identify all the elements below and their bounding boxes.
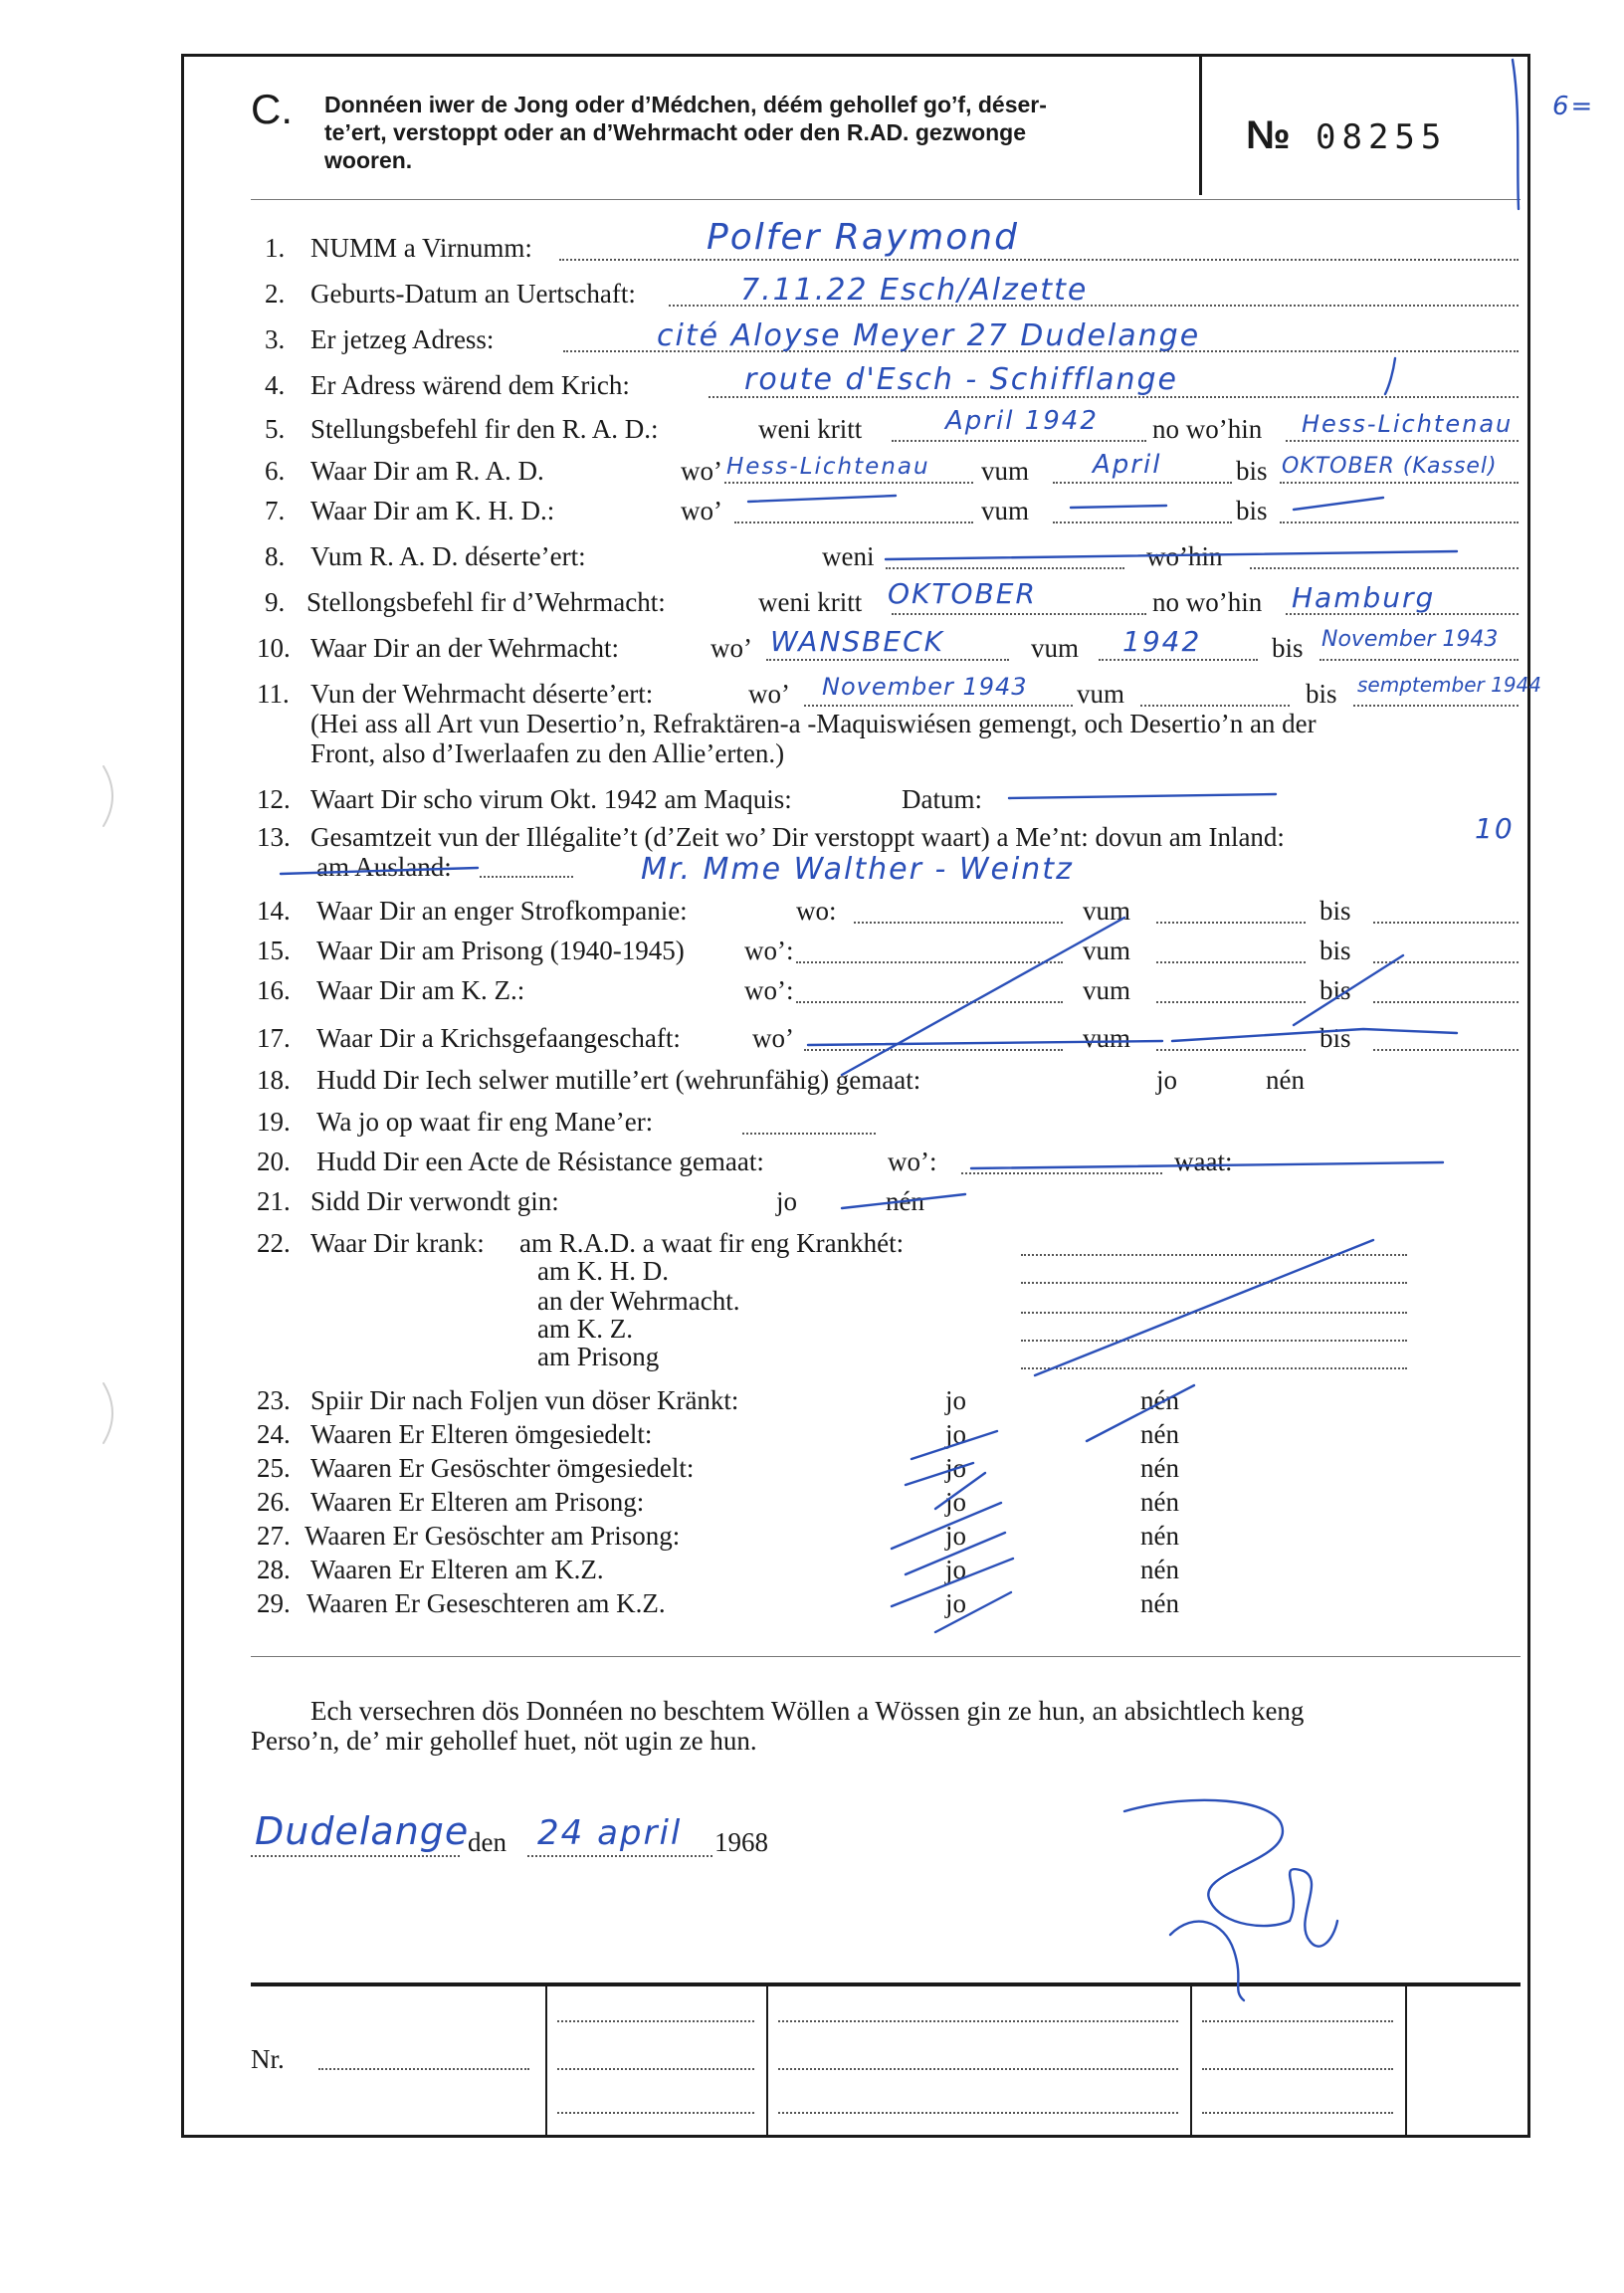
q26-number: 26. — [257, 1487, 291, 1517]
header-title-line2: te’ert, verstoppt oder an d’Wehrmacht oder den R.AD. gezwonge — [324, 119, 1027, 145]
q5-answer1: April 1942 — [945, 406, 1099, 436]
q5-label: Stellungsbefehl fir den R. A. D.: — [310, 414, 659, 444]
date-handwritten: 24 april — [537, 1813, 683, 1853]
q21-nen-mark — [842, 1194, 965, 1208]
q7-cross-from — [1071, 506, 1166, 508]
q11-note-line1: (Hei ass all Art vun Desertio’n, Refraktären-a -Maquiswiésen gemengt, och Desertio’n an der — [310, 709, 1317, 738]
q2-label: Geburts-Datum an Uertschaft: — [310, 279, 636, 309]
q9-answer2: Hamburg — [1292, 581, 1436, 614]
q15-caption1: wo’: — [744, 936, 794, 965]
q10-label: Waar Dir an der Wehrmacht: — [310, 633, 620, 663]
q17-caption2: vum — [1083, 1023, 1131, 1053]
q10-caption3: bis — [1272, 633, 1304, 663]
q17-cross-stroke — [808, 1041, 1162, 1045]
q13-sub-ausland: am Ausland: — [316, 852, 452, 882]
q4-answer: route d'Esch - Schifflange — [744, 362, 1178, 397]
q5-answer2: Hess-Lichtenau — [1302, 410, 1514, 438]
q17-caption3: bis — [1320, 1023, 1351, 1053]
form-number: 08255 — [1316, 117, 1448, 157]
q26-strike-1 — [935, 1473, 985, 1509]
declaration-line2: Perso’n, de’ mir gehollef huet, nöt ugin ze hun. — [251, 1726, 757, 1756]
q8-number: 8. — [265, 541, 286, 571]
q18-option-nen: nén — [1266, 1065, 1305, 1095]
q27-option-nen: nén — [1140, 1521, 1179, 1551]
q22-sub-khd: am K. H. D. — [537, 1256, 669, 1286]
margin-note: 6= — [1552, 92, 1595, 121]
q24-option-jo: jo — [945, 1419, 967, 1449]
section-letter: C. — [251, 86, 293, 132]
q11-label: Vun der Wehrmacht déserte’ert: — [310, 679, 654, 709]
q1-number: 1. — [265, 233, 286, 263]
q18-label: Hudd Dir Iech selwer mutille’ert (wehrunfähig) gemaat: — [316, 1065, 921, 1095]
q28-option-jo: jo — [945, 1555, 967, 1584]
q21-option-jo: jo — [776, 1186, 798, 1216]
q14-number: 14. — [257, 896, 291, 926]
q20-number: 20. — [257, 1146, 291, 1176]
q24-number: 24. — [257, 1419, 291, 1449]
q7-cross-to — [1294, 498, 1383, 510]
q13-note-handwritten: Mr. Mme Walther - Weintz — [641, 852, 1074, 887]
q14-caption3: bis — [1320, 896, 1351, 926]
q13-label: Gesamtzeit vun der Illégalite’t (d’Zeit wo’ Dir verstoppt waart) a Me’nt: dovun am Inland: — [310, 822, 1285, 852]
q7-label: Waar Dir am K. H. D.: — [310, 496, 555, 525]
q27-label: Waaren Er Gesöschter am Prisong: — [304, 1521, 681, 1551]
q22-diagonal — [1035, 1240, 1373, 1375]
q28-number: 28. — [257, 1555, 291, 1584]
q6-label: Waar Dir am R. A. D. — [310, 456, 544, 486]
q29-strike-2 — [935, 1592, 1011, 1632]
q26-label: Waaren Er Elteren am Prisong: — [310, 1487, 645, 1517]
q25-strike-1 — [906, 1463, 973, 1485]
q6-answer3: OKTOBER (Kassel) — [1282, 454, 1498, 479]
q13-answer-inland: 10 — [1475, 812, 1515, 845]
q23-option-nen: nén — [1140, 1385, 1179, 1415]
q13-cross-ausland — [281, 868, 478, 874]
q8-cross-stroke — [886, 551, 1457, 559]
q16-caption2: vum — [1083, 975, 1131, 1005]
q9-caption1: weni kritt — [758, 587, 863, 617]
q17-number: 17. — [257, 1023, 291, 1053]
signature-stroke-2 — [1170, 1922, 1244, 2000]
q6-answer1: Hess-Lichtenau — [726, 454, 930, 480]
q18-option-jo: jo — [1156, 1065, 1178, 1095]
q7-caption2: vum — [981, 496, 1030, 525]
q26-option-jo: jo — [945, 1487, 967, 1517]
q10-answer3: November 1943 — [1321, 627, 1499, 652]
q26-option-nen: nén — [1140, 1487, 1179, 1517]
q28-label: Waaren Er Elteren am K.Z. — [310, 1555, 604, 1584]
q4-number: 4. — [265, 370, 286, 400]
q1-answer: Polfer Raymond — [707, 217, 1019, 258]
q16-caption1: wo’: — [744, 975, 794, 1005]
q25-option-nen: nén — [1140, 1453, 1179, 1483]
q7-cross-where — [748, 496, 896, 502]
q10-answer2: 1942 — [1122, 625, 1202, 658]
q29-strike-1 — [892, 1559, 1013, 1606]
q15-label: Waar Dir am Prisong (1940-1945) — [316, 936, 685, 965]
footer-nr-label: Nr. — [251, 2044, 285, 2074]
q6-caption1: wo’ — [681, 456, 722, 486]
q27-option-jo: jo — [945, 1521, 967, 1551]
q7-caption1: wo’ — [681, 496, 722, 525]
q20-caption2: waat: — [1174, 1146, 1233, 1176]
q8-caption2: wo’hin — [1146, 541, 1223, 571]
q2-number: 2. — [265, 279, 286, 309]
q6-caption3: bis — [1236, 456, 1268, 486]
q9-caption2: no wo’hin — [1152, 587, 1263, 617]
q17-cross-stroke-2 — [1172, 1029, 1457, 1041]
q22-caption1: am R.A.D. a waat fir eng Krankhét: — [519, 1228, 905, 1258]
q22-sub-wehrmacht: an der Wehrmacht. — [537, 1286, 740, 1316]
q12-cross-stroke — [1009, 794, 1276, 798]
q23-label: Spiir Dir nach Foljen vun döser Kränkt: — [310, 1385, 739, 1415]
q19-label: Wa jo op waat fir eng Mane’er: — [316, 1107, 654, 1137]
q27-number: 27. — [257, 1521, 291, 1551]
q22-label: Waar Dir krank: — [310, 1228, 485, 1258]
q3-label: Er jetzeg Adress: — [310, 324, 495, 354]
q6-answer2: April — [1093, 450, 1162, 480]
q13-number: 13. — [257, 822, 291, 852]
q20-caption1: wo’: — [888, 1146, 937, 1176]
q19-number: 19. — [257, 1107, 291, 1137]
q29-option-nen: nén — [1140, 1588, 1179, 1618]
q12-caption1: Datum: — [902, 784, 982, 814]
q10-caption1: wo’ — [710, 633, 752, 663]
q17-caption1: wo’ — [752, 1023, 794, 1053]
number-sign: № — [1246, 113, 1291, 157]
q7-caption3: bis — [1236, 496, 1268, 525]
q14-16-diagonal-2 — [1294, 955, 1403, 1025]
q5-caption2: no wo’hin — [1152, 414, 1263, 444]
q11-answer1: November 1943 — [822, 673, 1028, 701]
q28-option-nen: nén — [1140, 1555, 1179, 1584]
q15-caption3: bis — [1320, 936, 1351, 965]
scan-hole-mark-1 — [103, 766, 112, 826]
q21-label: Sidd Dir verwondt gin: — [310, 1186, 559, 1216]
q14-caption2: vum — [1083, 896, 1131, 926]
q6-number: 6. — [265, 456, 286, 486]
q15-number: 15. — [257, 936, 291, 965]
q29-number: 29. — [257, 1588, 291, 1618]
q14-caption1: wo: — [796, 896, 837, 926]
q23-number: 23. — [257, 1385, 291, 1415]
q15-caption2: vum — [1083, 936, 1131, 965]
q14-16-diagonal-1 — [842, 918, 1124, 1075]
q24-label: Waaren Er Elteren ömgesiedelt: — [310, 1419, 653, 1449]
q12-number: 12. — [257, 784, 291, 814]
q22-sub-kz: am K. Z. — [537, 1314, 633, 1344]
q25-number: 25. — [257, 1453, 291, 1483]
q23-check-mark — [1087, 1385, 1194, 1441]
q10-caption2: vum — [1031, 633, 1080, 663]
den-label: den — [468, 1827, 507, 1857]
q2-answer: 7.11.22 Esch/Alzette — [740, 273, 1089, 308]
q22-number: 22. — [257, 1228, 291, 1258]
scan-hole-mark-2 — [103, 1383, 112, 1443]
q5-number: 5. — [265, 414, 286, 444]
q11-number: 11. — [257, 679, 290, 709]
q1-label: NUMM a Virnumm: — [310, 233, 532, 263]
q29-option-jo: jo — [945, 1588, 967, 1618]
year-label: 1968 — [714, 1827, 768, 1857]
q12-label: Waart Dir scho virum Okt. 1942 am Maquis: — [310, 784, 792, 814]
place-handwritten: Dudelange — [255, 1809, 470, 1853]
q16-label: Waar Dir am K. Z.: — [316, 975, 525, 1005]
q20-label: Hudd Dir een Acte de Résistance gemaat: — [316, 1146, 764, 1176]
q29-label: Waaren Er Geseschteren am K.Z. — [306, 1588, 666, 1618]
q7-number: 7. — [265, 496, 286, 525]
q10-answer1: WANSBECK — [770, 625, 944, 658]
q23-option-jo: jo — [945, 1385, 967, 1415]
q22-sub-prisong: am Prisong — [537, 1342, 660, 1371]
q9-answer1: OKTOBER — [888, 577, 1037, 610]
q11-caption2: vum — [1077, 679, 1125, 709]
q9-label: Stellongsbefehl fir d’Wehrmacht: — [306, 587, 666, 617]
q21-number: 21. — [257, 1186, 291, 1216]
q8-label: Vum R. A. D. déserte’ert: — [310, 541, 586, 571]
q16-number: 16. — [257, 975, 291, 1005]
q11-caption3: bis — [1306, 679, 1337, 709]
q20-cross-stroke — [971, 1162, 1443, 1168]
q9-number: 9. — [265, 587, 286, 617]
q6-caption2: vum — [981, 456, 1030, 486]
q10-number: 10. — [257, 633, 291, 663]
q14-label: Waar Dir an enger Strofkompanie: — [316, 896, 688, 926]
q11-caption1: wo’ — [748, 679, 790, 709]
q3-answer: cité Aloyse Meyer 27 Dudelange — [657, 318, 1201, 353]
q24-strike-1 — [912, 1431, 997, 1459]
header-title-line1: Donnéen iwer de Jong oder d’Médchen, déém gehollef go’f, déser- — [324, 92, 1047, 117]
q3-number: 3. — [265, 324, 286, 354]
q25-label: Waaren Er Gesöschter ömgesiedelt: — [310, 1453, 695, 1483]
q24-option-nen: nén — [1140, 1419, 1179, 1449]
q11-note-line2: Front, also d’Iwerlaafen zu den Allie’erten.) — [310, 738, 785, 768]
q17-label: Waar Dir a Krichsgefaangeschaft: — [316, 1023, 681, 1053]
header-title-line3: wooren. — [324, 147, 413, 173]
q18-number: 18. — [257, 1065, 291, 1095]
q11-answer3: semptember 1944 — [1357, 673, 1542, 697]
signature-stroke-1 — [1124, 1800, 1337, 1947]
q3-check-stroke — [1385, 358, 1395, 394]
q8-caption1: weni — [822, 541, 875, 571]
q16-caption3: bis — [1320, 975, 1351, 1005]
q5-caption1: weni kritt — [758, 414, 863, 444]
declaration-line1: Ech versechren dös Donnéen no beschtem Wöllen a Wössen gin ze hun, an absichtlech keng — [310, 1696, 1305, 1726]
margin-bracket-stroke — [1513, 60, 1519, 209]
q21-option-nen: nén — [886, 1186, 924, 1216]
q4-label: Er Adress wärend dem Krich: — [310, 370, 630, 400]
q25-option-jo: jo — [945, 1453, 967, 1483]
